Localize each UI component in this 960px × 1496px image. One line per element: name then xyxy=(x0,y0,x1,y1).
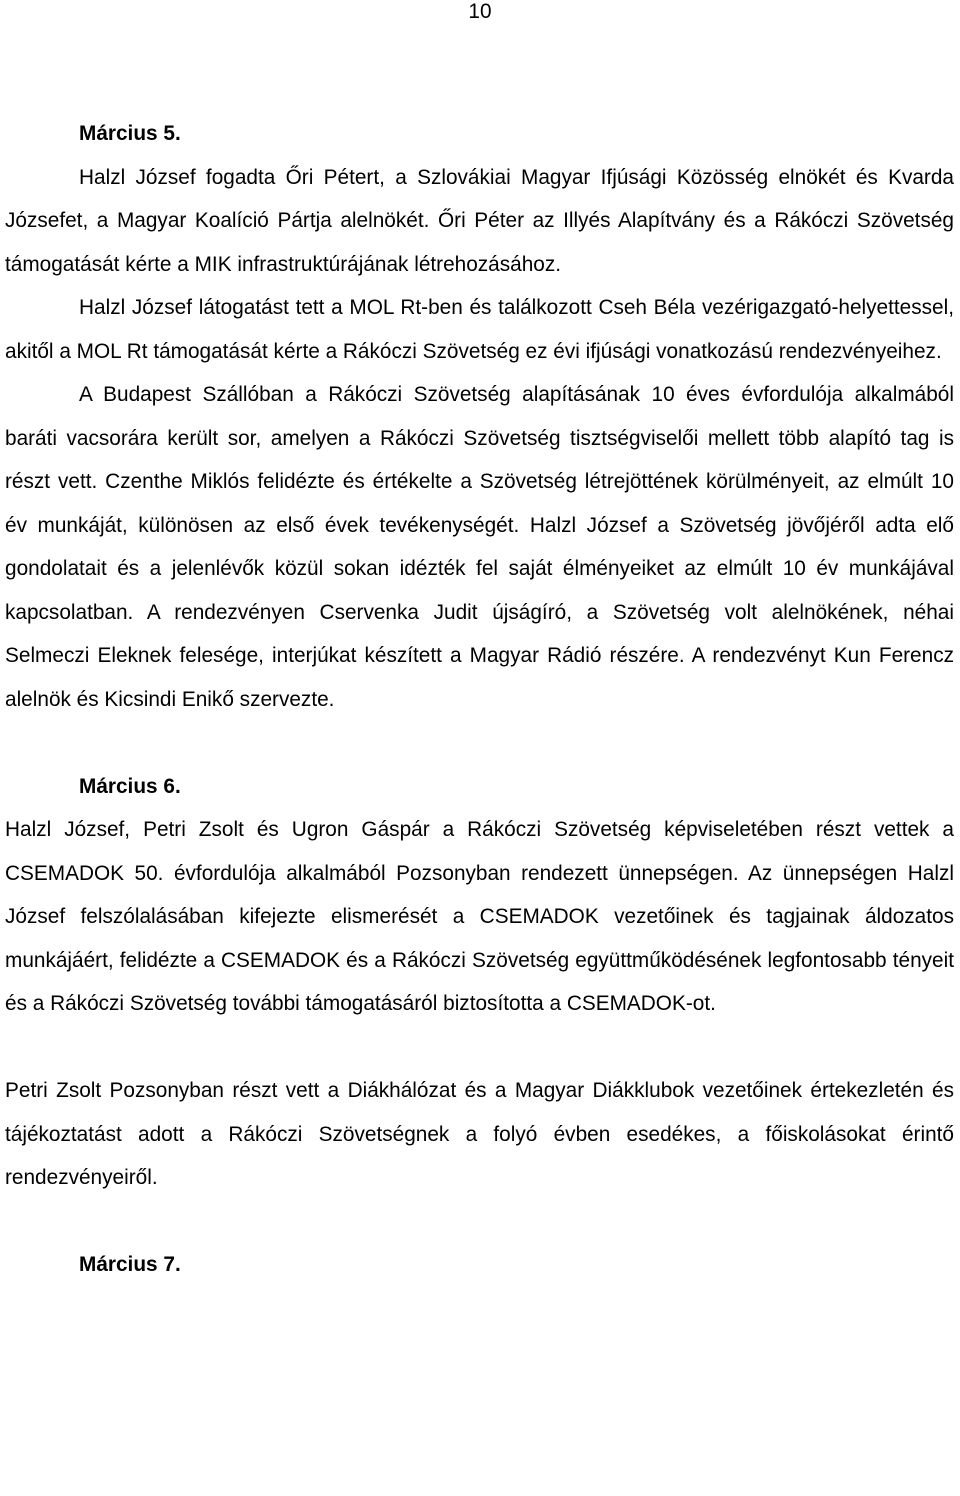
document-body xyxy=(5,112,954,1287)
date-heading: Március 7. xyxy=(79,1253,181,1276)
section-march-5 xyxy=(5,112,954,721)
section-spacer xyxy=(5,721,954,765)
paragraph-spacer xyxy=(5,1026,954,1070)
paragraph: Halzl József fogadta Őri Pétert, a Szlovákiai Magyar Ifjúsági Közösség elnökét és Kvarda Józsefet, a Magyar Koalíció Pártja alelnökét. Őri Péter az Illyés Alapítvány és a Rákóczi Szövetség támogatását kérte a MIK infrastruktúrájának létrehozásához. xyxy=(5,165,954,276)
section-march-7 xyxy=(5,1243,954,1287)
page-number: 10 xyxy=(468,0,492,23)
section-march-6 xyxy=(5,765,954,1200)
section-spacer xyxy=(5,1200,954,1244)
date-heading: Március 5. xyxy=(79,122,181,145)
paragraph: Halzl József, Petri Zsolt és Ugron Gáspár a Rákóczi Szövetség képviseletében részt vettek a CSEMADOK 50. évfordulója alkalmából Pozsonyban rendezett ünnepségen. Az ünnepségen Halzl József felszólalásában kifejezte elismerését a CSEMADOK vezetőinek és tagjainak áldozatos munkájáért, felidézte a CSEMADOK és a Rákóczi Szövetség együttműködésének legfontosabb tényeit és a Rákóczi Szövetség további támogatásáról biztosította a CSEMADOK-ot. xyxy=(5,818,954,1015)
date-heading: Március 6. xyxy=(79,774,181,798)
paragraph: Halzl József látogatást tett a MOL Rt-ben és találkozott Cseh Béla vezérigazgató-helyettessel, akitől a MOL Rt támogatását kérte a Rákóczi Szövetség ez évi ifjúsági vonatkozású rendezvényeihez. xyxy=(5,296,954,363)
paragraph: A Budapest Szállóban a Rákóczi Szövetség alapításának 10 éves évfordulója alkalmából baráti vacsorára került sor, amelyen a Rákóczi Szövetség tisztségviselői mellett több alapító tag is részt vett. Czenthe Miklós felidézte és értékelte a Szövetség létrejöttének körülményeit, az elmúlt 10 év munkáját, különösen az első évek tevékenységét. Halzl József a Szövetség jövőjéről adta elő gondolatait és a jelenlévők közül sokan idézték fel saját élményeiket az elmúlt 10 év munkájával kapcsolatban. A rendezvényen Cservenka Judit újságíró, a Szövetség volt alelnökének, néhai Selmeczi Eleknek felesége, interjúkat készített a Magyar Rádió részére. A rendezvényt Kun Ferencz alelnök és Kicsindi Enikő szervezte. xyxy=(5,383,954,711)
paragraph: Petri Zsolt Pozsonyban részt vett a Diákhálózat és a Magyar Diákklubok vezetőinek értekezletén és tájékoztatást adott a Rákóczi Szövetségnek a folyó évben esedékes, a főiskolásokat érintő rendezvényeiről. xyxy=(5,1079,954,1189)
